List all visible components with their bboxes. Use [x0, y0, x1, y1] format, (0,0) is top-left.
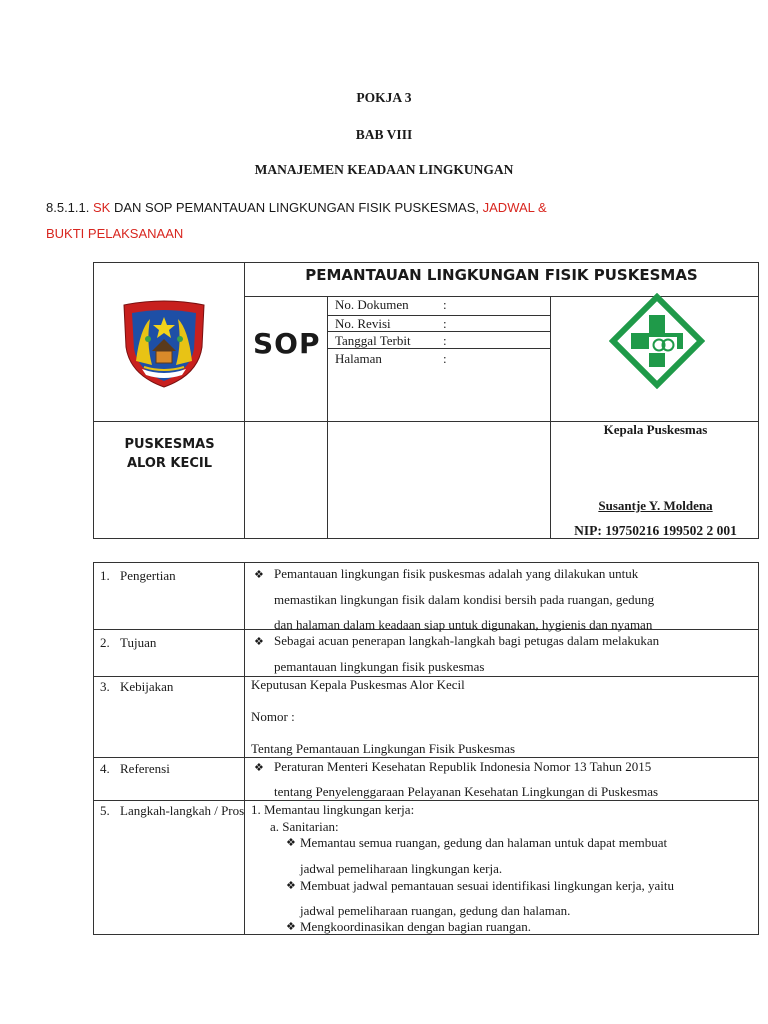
puskesmas-line: PUSKESMAS [124, 437, 215, 452]
sop-body-table [93, 562, 759, 935]
element-code: 8.5.1.1. [46, 200, 90, 215]
kebijakan-line: Nomor : [251, 709, 295, 724]
kepala-title: Kepala Puskesmas [603, 422, 708, 437]
row-label: Tujuan [120, 635, 157, 650]
bab-heading: BAB VIII [355, 127, 413, 142]
referensi-line: tentang Penyelenggaraan Pelayanan Kesehatan Lingkungan di Puskesmas [274, 784, 659, 799]
row-number: 2. [100, 635, 110, 650]
pokja-heading: POKJA 3 [356, 90, 412, 105]
puskesmas-line: ALOR KECIL [126, 456, 213, 471]
tujuan-line: pemantauan lingkungan fisik puskesmas [274, 659, 485, 674]
sop-title: PEMANTAUAN LINGKUNGAN FISIK PUSKESMAS [305, 266, 698, 284]
divider [244, 563, 245, 934]
pengertian-line: memastikan lingkungan fisik dalam kondisi bersih pada ruangan, gedung [274, 592, 655, 607]
element-middle: DAN SOP PEMANTAUAN LINGKUNGAN FISIK PUSKESMAS, [113, 200, 480, 215]
element-bukti: BUKTI PELAKSANAAN [46, 226, 184, 241]
diamond-bullet-icon: ❖ [286, 837, 296, 849]
doc-field-colon: : [443, 316, 447, 331]
row-label: Pengertian [120, 568, 176, 583]
diamond-bullet-icon: ❖ [254, 636, 264, 648]
divider [327, 296, 328, 538]
chapter-heading: MANAJEMEN KEADAAN LINGKUNGAN [254, 162, 514, 177]
doc-field-colon: : [443, 351, 447, 366]
diamond-bullet-icon: ❖ [254, 569, 264, 581]
regency-emblem-icon [120, 299, 208, 389]
sop-label: SOP [253, 327, 321, 360]
puskesmas-name [94, 435, 245, 473]
element-jadwal: JADWAL & [482, 200, 547, 215]
doc-field-colon: : [443, 297, 447, 312]
kebijakan-line: Tentang Pemantauan Lingkungan Fisik Puskesmas [251, 741, 516, 756]
doc-field-label: Halaman [335, 351, 382, 366]
puskesmas-logo-icon [609, 293, 705, 389]
kebijakan-line: Keputusan Kepala Puskesmas Alor Kecil [251, 677, 465, 692]
langkah-line: Membuat jadwal pemantauan sesuai identifikasi lingkungan kerja, yaitu [300, 878, 675, 893]
row-label: Langkah-langkah / Pros [120, 803, 245, 818]
langkah-line: jadwal pemeliharaan lingkungan kerja. [300, 861, 503, 876]
divider [94, 757, 758, 758]
row-number: 4. [100, 761, 110, 776]
langkah-step: 1. Memantau lingkungan kerja: [251, 802, 415, 817]
diamond-bullet-icon: ❖ [286, 921, 296, 933]
row-number: 1. [100, 568, 110, 583]
row-label: Referensi [120, 761, 170, 776]
langkah-line: Memantau semua ruangan, gedung dan halaman untuk dapat membuat [300, 835, 668, 850]
doc-field-label: Tanggal Terbit [335, 333, 411, 348]
referensi-line: Peraturan Menteri Kesehatan Republik Indonesia Nomor 13 Tahun 2015 [274, 759, 652, 774]
pengertian-line: dan halaman dalam keadaan siap untuk digunakan, hygienis dan nyaman [274, 617, 653, 632]
doc-field-label: No. Dokumen [335, 297, 409, 312]
sop-header-table [93, 262, 759, 539]
element-sk: SK [93, 200, 111, 215]
doc-field-label: No. Revisi [335, 316, 391, 331]
divider [244, 263, 245, 538]
diamond-bullet-icon: ❖ [286, 880, 296, 892]
kepala-name: Susantje Y. Moldena [598, 498, 713, 513]
tujuan-line: Sebagai acuan penerapan langkah-langkah bagi petugas dalam melakukan [274, 633, 660, 648]
row-number: 3. [100, 679, 110, 694]
langkah-line: Mengkoordinasikan dengan bagian ruangan. [300, 919, 532, 934]
doc-field-colon: : [443, 333, 447, 348]
divider [94, 800, 758, 801]
row-number: 5. [100, 803, 110, 818]
pengertian-line: Pemantauan lingkungan fisik puskesmas adalah yang dilakukan untuk [274, 566, 639, 581]
diamond-bullet-icon: ❖ [254, 762, 264, 774]
langkah-line: jadwal pemeliharaan ruangan, gedung dan halaman. [300, 903, 571, 918]
element-line [46, 200, 547, 215]
row-label: Kebijakan [120, 679, 174, 694]
kepala-nip: NIP: 19750216 199502 2 001 [574, 523, 737, 538]
langkah-substep: a. Sanitarian: [270, 819, 339, 834]
